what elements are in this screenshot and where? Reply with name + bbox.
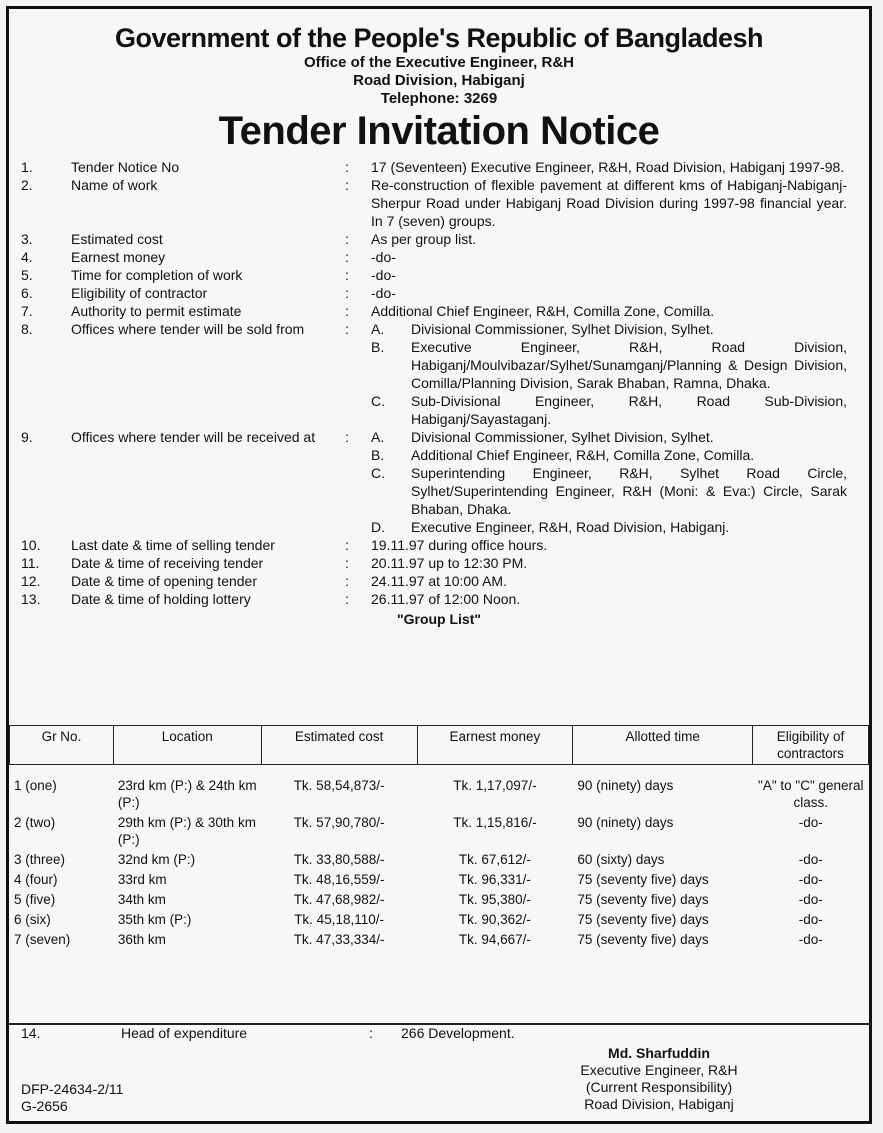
dfp-code: DFP-24634-2/11 bbox=[21, 1081, 124, 1097]
signatory-office: Road Division, Habiganj bbox=[584, 1096, 734, 1112]
estimated-cost-cell: Tk. 58,54,873/- bbox=[293, 778, 385, 793]
office-letter: D. bbox=[371, 519, 385, 535]
item-label: Date & time of holding lottery bbox=[71, 591, 251, 607]
item-number: 9. bbox=[21, 429, 33, 445]
division-name: Road Division, Habiganj bbox=[353, 72, 525, 89]
earnest-money-cell: Tk. 94,667/- bbox=[458, 932, 531, 947]
allotted-time-cell: 75 (seventy five) days bbox=[577, 872, 709, 887]
tender-notice: Government of the People's Republic of Bangladesh Office of the Executive Engineer, R&H Road Division, Habiganj Telephone: 3269 Tender Invitation Notice 1. Tender Notice No : 17 (Seventeen) Executive Engineer, R&H, Road Division, Habiganj 1997-98. 2. Name of work : Re-construction of flexible pavement at different kms of Habiganj-Nabiganj-Sherpur Road under Habiganj Road Division during 1997-98 financial year. In 7 (seven) groups. 3. Estimated cost : As per group list. 4. Earnest money : -do- 5. Time for completion of work : -do- 6. Eligibility of contractor : -do- 7. Authority to permit estimate : Additional Chief Engineer, R&H, Comilla Zone, Comilla. 8. Offices where tender will be sold from : A. Divisional Commissioner, Sylhet Division, Sylhet. B. Executive Engineer, R&H, Road Division, Habiganj/Moulvibazar/Sylhet/Sunamganj/Planning & Design Division, Comilla/Planning Division, Sarak Bhaban, Ramna, Dhaka. C. Sub-Divisional Engineer, R&H, Road Sub-Division, Habiganj/Sayastaganj. 9. Offices where tender will be received at : A. Divisional Commissioner, Sylhet Division, Sylhet. B. Additional Chief Engineer, R&H, Comilla Zone, Comilla. C. Superintending Engineer, R&H, Sylhet Road Circle, Sylhet/Superintending Engineer, R&H (Moni: & Eva:) Circle, Sarak Bhaban, Dhaka. D. Executive Engineer, R&H, Road Division, Habiganj. 10. Last date & time of selling tender : 19.11.97 during office hours. 11. Date & time of receiving tender : 20.11.97 up to 12:30 PM. 12. Date & time of opening tender : 24.11.97 at 10:00 AM. 13. Date & time of holding lottery : 26.11.97 of 12:00 Noon. "Group List" Gr No. Location Estimated cost Earnest money Allotted time Eligibility of contractors 1 (one) 23rd km (P:) & 24th km (P:) Tk. 58,54,873/- Tk. 1,17,097/- 90 (ninety) days "A" to "C" general class. 2 (two) 29th km (P:) & 30th km (P:) Tk. 57,90,780/- Tk. 1,15,816/- 90 (ninety) days -do- 3 (three) 32nd km (P:) Tk. 33,80,588/- Tk. 67,612/- 60 (sixty) days -do- 4 (four) 33rd km Tk. 48,16,559/- Tk. 96,331/- 75 (seventy five) days -do- 5 (five) 34th km Tk. 47,68,982/- Tk. 95,380/- 75 (seventy five) days -do- 6 (six) 35th km (P:) Tk. 45,18,110/- Tk. 90,362/- 75 (seventy five) days -do- 7 (seven) 36th km Tk. 47,33,334/- Tk. 94,667/- 75 (seventy five) days -do- 14. Head of expenditure : 266 Development. Md. Sharfuddin Executive Engineer, R&H (Current Responsibility) Road Division, Habiganj DFP-24634-2/11 G-2656 bbox=[6, 6, 872, 1124]
item-row: 6. Eligibility of contractor : -do- bbox=[9, 284, 869, 302]
office-text: Divisional Commissioner, Sylhet Division, Sylhet. bbox=[411, 429, 714, 445]
estimated-cost-cell: Tk. 45,18,110/- bbox=[294, 912, 384, 927]
notice-items bbox=[9, 158, 869, 628]
estimated-cost-cell: Tk. 33,80,588/- bbox=[293, 852, 385, 867]
group-number-cell: 1 (one) bbox=[14, 778, 57, 793]
group-number-cell: 4 (four) bbox=[14, 872, 58, 887]
telephone: Telephone: 3269 bbox=[380, 90, 498, 107]
office-letter: C. bbox=[371, 393, 385, 409]
column-header: Location bbox=[113, 726, 261, 765]
item-label: Head of expenditure bbox=[121, 1025, 248, 1041]
item-label: Name of work bbox=[71, 177, 158, 193]
item-row-received-offices: 9. Offices where tender will be received at : A. Divisional Commissioner, Sylhet Division, Sylhet. B. Additional Chief Engineer, R&H, Comilla Zone, Comilla. C. Superintending Engineer, R&H, Sylhet Road Circle, Sylhet/Superintending Engineer, R&H (Moni: & Eva:) Circle, Sarak Bhaban, Dhaka. D. Executive Engineer, R&H, Road Division, Habiganj. bbox=[21, 429, 847, 535]
allotted-time-cell: 90 (ninety) days bbox=[577, 778, 674, 793]
office-letter: B. bbox=[371, 339, 385, 355]
eligibility-cell: -do- bbox=[798, 932, 823, 947]
allotted-time-cell: 75 (seventy five) days bbox=[577, 912, 709, 927]
item-number: 8. bbox=[21, 321, 33, 337]
location-cell: 34th km bbox=[117, 892, 166, 907]
item-label: Date & time of receiving tender bbox=[71, 555, 264, 571]
item-number: 4. bbox=[21, 249, 33, 265]
column-header: Allotted time bbox=[573, 726, 753, 765]
item-number: 1. bbox=[21, 159, 33, 175]
estimated-cost-cell: Tk. 47,68,982/- bbox=[293, 892, 385, 907]
office-letter: C. bbox=[371, 465, 385, 481]
signatory-name: Md. Sharfuddin bbox=[608, 1045, 710, 1061]
earnest-money-cell: Tk. 1,15,816/- bbox=[453, 815, 537, 830]
table-row bbox=[10, 868, 869, 888]
table-row bbox=[10, 908, 869, 928]
item-row: 11. Date & time of receiving tender : 20.11.97 up to 12:30 PM. bbox=[9, 554, 869, 572]
item-value: 20.11.97 up to 12:30 PM. bbox=[371, 555, 528, 571]
item-number: 5. bbox=[21, 267, 33, 283]
notice-title: Tender Invitation Notice bbox=[218, 109, 660, 153]
allotted-time-cell: 60 (sixty) days bbox=[577, 852, 665, 867]
item-number: 2. bbox=[21, 177, 33, 193]
sold-offices-list bbox=[371, 320, 847, 428]
eligibility-cell: "A" to "C" general class. bbox=[758, 778, 864, 810]
item-label: Eligibility of contractor bbox=[71, 285, 208, 301]
item-label: Tender Notice No bbox=[71, 159, 180, 175]
group-number-cell: 3 (three) bbox=[14, 852, 66, 867]
signatory-designation: Executive Engineer, R&H bbox=[580, 1062, 738, 1078]
earnest-money-cell: Tk. 1,17,097/- bbox=[453, 778, 537, 793]
footer-codes bbox=[21, 1081, 123, 1115]
eligibility-cell: -do- bbox=[798, 872, 823, 887]
office-text: Executive Engineer, R&H, Road Division, Habiganj/Moulvibazar/Sylhet/Sunamganj/Planning & Design Division, Comilla/Planning Division, Sarak Bhaban, Ramna, Dhaka. bbox=[411, 339, 847, 391]
estimated-cost-cell: Tk. 47,33,334/- bbox=[293, 932, 385, 947]
office-text: Divisional Commissioner, Sylhet Division, Sylhet. bbox=[411, 321, 714, 337]
item-label: Date & time of opening tender bbox=[71, 573, 258, 589]
office-entry bbox=[371, 518, 847, 536]
item-label: Offices where tender will be sold from bbox=[71, 321, 305, 337]
item-value: Additional Chief Engineer, R&H, Comilla Zone, Comilla. bbox=[371, 303, 715, 319]
item-value: 26.11.97 of 12:00 Noon. bbox=[371, 591, 521, 607]
office-letter: B. bbox=[371, 447, 385, 463]
location-cell: 29th km (P:) & 30th km (P:) bbox=[117, 815, 256, 847]
item-value: 24.11.97 at 10:00 AM. bbox=[371, 573, 507, 589]
table-row bbox=[10, 888, 869, 908]
signatory-responsibility: (Current Responsibility) bbox=[585, 1079, 733, 1095]
location-cell: 36th km bbox=[117, 932, 166, 947]
item-value: Re-construction of flexible pavement at different kms of Habiganj-Nabiganj-Sherpur Road under Habiganj Road Division during 1997-98 financial year. In 7 (seven) groups. bbox=[371, 177, 847, 229]
government-heading: Government of the People's Republic of Bangladesh bbox=[114, 23, 764, 53]
item-value: As per group list. bbox=[371, 231, 477, 247]
office-name: Office of the Executive Engineer, R&H bbox=[303, 54, 575, 71]
office-entry bbox=[371, 464, 847, 518]
item-row: 5. Time for completion of work : -do- bbox=[9, 266, 869, 284]
eligibility-cell: -do- bbox=[798, 815, 823, 830]
office-entry bbox=[371, 428, 847, 446]
office-letter: A. bbox=[371, 429, 385, 445]
item-row: 4. Earnest money : -do- bbox=[9, 248, 869, 266]
signature-block bbox=[549, 1045, 769, 1113]
location-cell: 32nd km (P:) bbox=[117, 852, 196, 867]
office-entry bbox=[371, 446, 847, 464]
estimated-cost-cell: Tk. 48,16,559/- bbox=[293, 872, 385, 887]
item-value: -do- bbox=[371, 285, 396, 301]
column-header: Gr No. bbox=[10, 726, 114, 765]
item-row: 12. Date & time of opening tender : 24.11.97 at 10:00 AM. bbox=[9, 572, 869, 590]
received-offices-list bbox=[371, 428, 847, 536]
eligibility-cell: -do- bbox=[798, 892, 823, 907]
item-label: Estimated cost bbox=[71, 231, 163, 247]
table-row bbox=[10, 765, 869, 812]
item-row-sold-offices: 8. Offices where tender will be sold from : A. Divisional Commissioner, Sylhet Division, Sylhet. B. Executive Engineer, R&H, Road Division, Habiganj/Moulvibazar/Sylhet/Sunamganj/Planning & Design Division, Comilla/Planning Division, Sarak Bhaban, Ramna, Dhaka. C. Sub-Divisional Engineer, R&H, Road Sub-Division, Habiganj/Sayastaganj. bbox=[21, 321, 847, 427]
allotted-time-cell: 75 (seventy five) days bbox=[577, 932, 709, 947]
group-number-cell: 6 (six) bbox=[14, 912, 51, 927]
item-row: 3. Estimated cost : As per group list. bbox=[9, 230, 869, 248]
office-entry bbox=[371, 338, 847, 392]
allotted-time-cell: 90 (ninety) days bbox=[577, 815, 674, 830]
item-value: 19.11.97 during office hours. bbox=[371, 537, 548, 553]
item-label: Last date & time of selling tender bbox=[71, 537, 275, 553]
item-number: 13. bbox=[21, 591, 41, 607]
item-number: 12. bbox=[21, 573, 41, 589]
item-value: 266 Development. bbox=[401, 1025, 515, 1041]
earnest-money-cell: Tk. 90,362/- bbox=[458, 912, 531, 927]
item-row: 1. Tender Notice No : 17 (Seventeen) Executive Engineer, R&H, Road Division, Habiganj 1997-98. bbox=[9, 158, 869, 176]
earnest-money-cell: Tk. 96,331/- bbox=[458, 872, 531, 887]
group-number-cell: 5 (five) bbox=[14, 892, 56, 907]
item-number: 11. bbox=[21, 555, 40, 571]
item-label: Earnest money bbox=[71, 249, 166, 265]
office-text: Sub-Divisional Engineer, R&H, Road Sub-Division, Habiganj/Sayastaganj. bbox=[411, 393, 847, 427]
earnest-money-cell: Tk. 67,612/- bbox=[458, 852, 531, 867]
column-header: Earnest money bbox=[417, 726, 573, 765]
group-number-cell: 2 (two) bbox=[14, 815, 56, 830]
office-text: Superintending Engineer, R&H, Sylhet Road Circle, Sylhet/Superintending Engineer, R&H (Moni: & Eva:) Circle, Sarak Bhaban, Dhaka. bbox=[411, 465, 847, 517]
item-row: 13. Date & time of holding lottery : 26.11.97 of 12:00 Noon. bbox=[9, 590, 869, 608]
group-number-cell: 7 (seven) bbox=[14, 932, 71, 947]
table-row bbox=[10, 928, 869, 948]
column-header: Estimated cost bbox=[261, 726, 417, 765]
item-value: -do- bbox=[371, 267, 396, 283]
item-label: Offices where tender will be received at bbox=[71, 429, 316, 445]
office-entry bbox=[371, 392, 847, 428]
office-entry bbox=[371, 320, 847, 338]
eligibility-cell: -do- bbox=[798, 852, 823, 867]
g-code: G-2656 bbox=[21, 1098, 68, 1114]
office-text: Executive Engineer, R&H, Road Division, Habiganj. bbox=[411, 519, 730, 535]
item-row: 2. Name of work : Re-construction of flexible pavement at different kms of Habiganj-Nabiganj-Sherpur Road under Habiganj Road Division during 1997-98 financial year. In 7 (seven) groups. bbox=[21, 177, 847, 229]
group-list-table bbox=[9, 725, 869, 948]
table-row bbox=[10, 848, 869, 868]
column-header: Eligibility of contractors bbox=[753, 726, 869, 765]
item-row: 7. Authority to permit estimate : Additional Chief Engineer, R&H, Comilla Zone, Comilla. bbox=[9, 302, 869, 320]
item-number: 14. bbox=[21, 1025, 41, 1041]
item-number: 3. bbox=[21, 231, 33, 247]
item-label: Time for completion of work bbox=[71, 267, 243, 283]
allotted-time-cell: 75 (seventy five) days bbox=[577, 892, 709, 907]
office-letter: A. bbox=[371, 321, 385, 337]
location-cell: 23rd km (P:) & 24th km (P:) bbox=[117, 778, 257, 810]
item-number: 7. bbox=[21, 303, 33, 319]
item-value: 17 (Seventeen) Executive Engineer, R&H, Road Division, Habiganj 1997-98. bbox=[371, 159, 845, 175]
location-cell: 33rd km bbox=[117, 872, 167, 887]
eligibility-cell: -do- bbox=[798, 912, 823, 927]
item-number: 10. bbox=[21, 537, 41, 553]
earnest-money-cell: Tk. 95,380/- bbox=[458, 892, 531, 907]
item-number: 6. bbox=[21, 285, 33, 301]
item-row: 10. Last date & time of selling tender : 19.11.97 during office hours. bbox=[9, 536, 869, 554]
table-header-row bbox=[10, 726, 869, 765]
estimated-cost-cell: Tk. 57,90,780/- bbox=[293, 815, 385, 830]
location-cell: 35th km (P:) bbox=[117, 912, 192, 927]
item-value: -do- bbox=[371, 249, 396, 265]
item-label: Authority to permit estimate bbox=[71, 303, 242, 319]
table-row bbox=[10, 811, 869, 848]
office-text: Additional Chief Engineer, R&H, Comilla Zone, Comilla. bbox=[411, 447, 755, 463]
group-list-title: "Group List" bbox=[396, 611, 482, 627]
